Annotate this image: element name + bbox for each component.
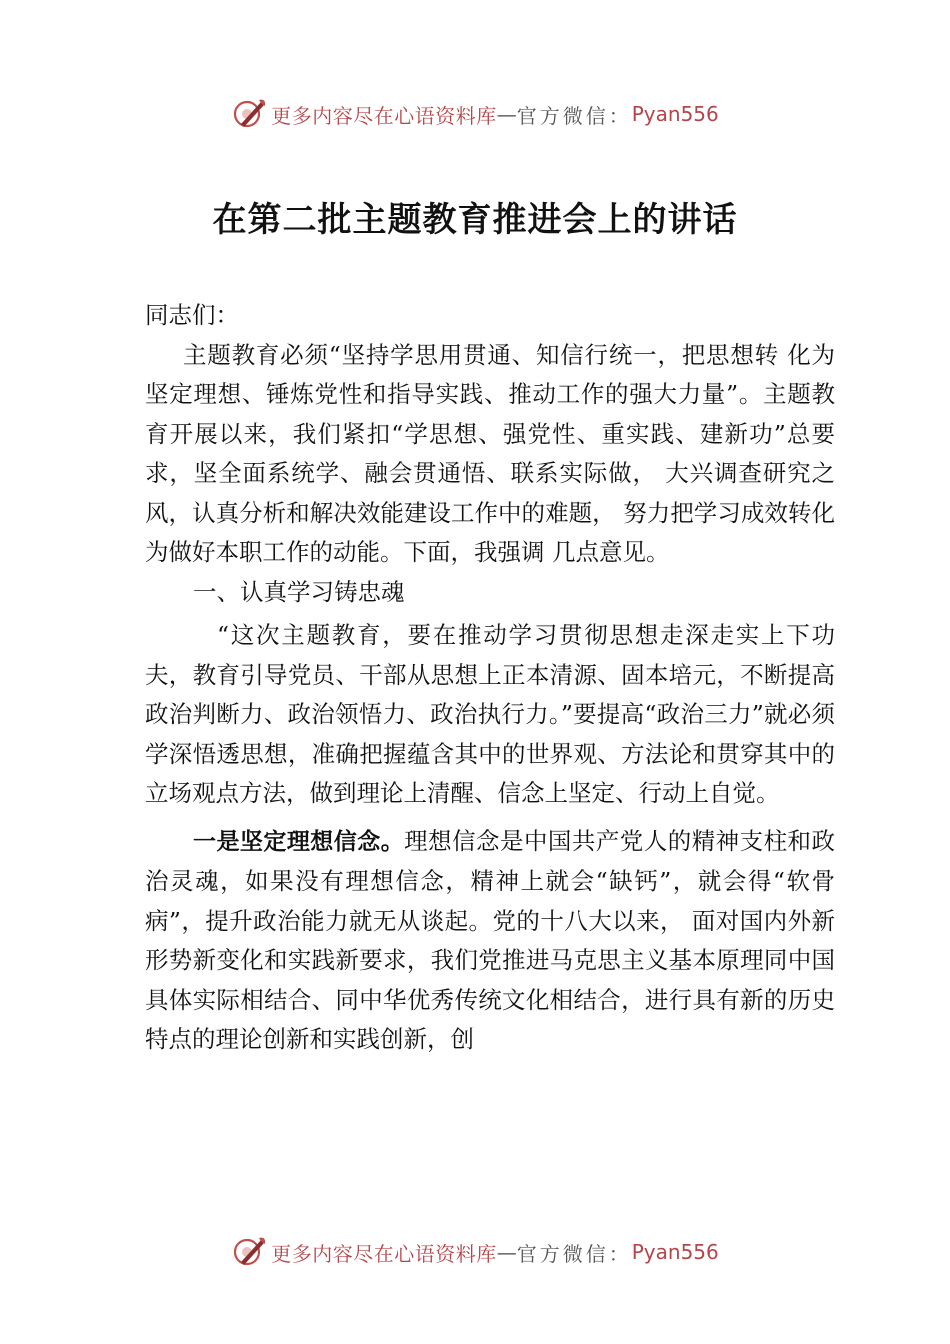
document-title: 在第二批主题教育推进会上的讲话 xyxy=(212,200,738,240)
quill-logo-icon xyxy=(231,1234,267,1270)
watermark-wechat-id: Pyan556 xyxy=(631,102,719,126)
point-lead: 一是坚定理想信念。 xyxy=(193,828,405,855)
intro-paragraph: 主题教育必须“坚持学思用贯通、知信行统一，把思想转 化为坚定理想、锤炼党性和指导实践、推动工作的强大力量”。主题教育开展以来，我们紧扣“学思想、强党性、重实践、建新功”总要求，坚全面系统学、融会贯通悟、联系实际做， 大兴调查研究之风，认真分析和解决效能建设工作中的难题， 努力把学习成效转化为做好本职工作的动能。下面，我强调 几点意见。 xyxy=(145,340,835,566)
watermark-separator: — xyxy=(496,102,517,126)
section-heading: 一、认真学习铸忠魂 xyxy=(193,577,405,606)
watermark-separator: — xyxy=(496,1240,517,1264)
greeting: 同志们： xyxy=(145,301,239,329)
watermark-wechat-id: Pyan556 xyxy=(631,1240,719,1264)
watermark-text: 更多内容尽在心语资料库 xyxy=(271,103,497,128)
section-quote-paragraph: “这次主题教育，要在推动学习贯彻思想走深走实上下功夫，教育引导党员、干部从思想上正本清源、固本培元，不断提高政治判断力、政治领悟力、政治执行力。”要提高“政治三力”就必须学深悟透思想，准确把握蕴含其中的世界观、方法论和贯穿其中的立场观点方法，做到理论上清醒、信念上坚定、行动上自觉。 xyxy=(145,621,835,807)
watermark-banner-bottom xyxy=(0,1232,950,1272)
watermark-wechat-label: 官方微信： xyxy=(516,1241,632,1266)
watermark-banner-top xyxy=(0,94,950,134)
watermark-text: 更多内容尽在心语资料库 xyxy=(271,1241,497,1266)
point-paragraph xyxy=(145,822,835,1060)
quill-logo-icon xyxy=(231,96,267,132)
document-body xyxy=(145,296,835,1060)
watermark-wechat-label: 官方微信： xyxy=(516,103,632,128)
point-text: 理想信念是中国共产党人的精神支柱和政治灵魂，如果没有理想信念，精神上就会“缺钙”，就会得“软骨病”，提升政治能力就无从谈起。党的十八大以来， 面对国内外新形势新变化和实践新要求，我们党推进马克思主义基本原理同中国具体实际相结合、同中华优秀传统文化相结合，进行具有新的历史特点的理论创新和实践创新，创 xyxy=(145,826,836,1053)
